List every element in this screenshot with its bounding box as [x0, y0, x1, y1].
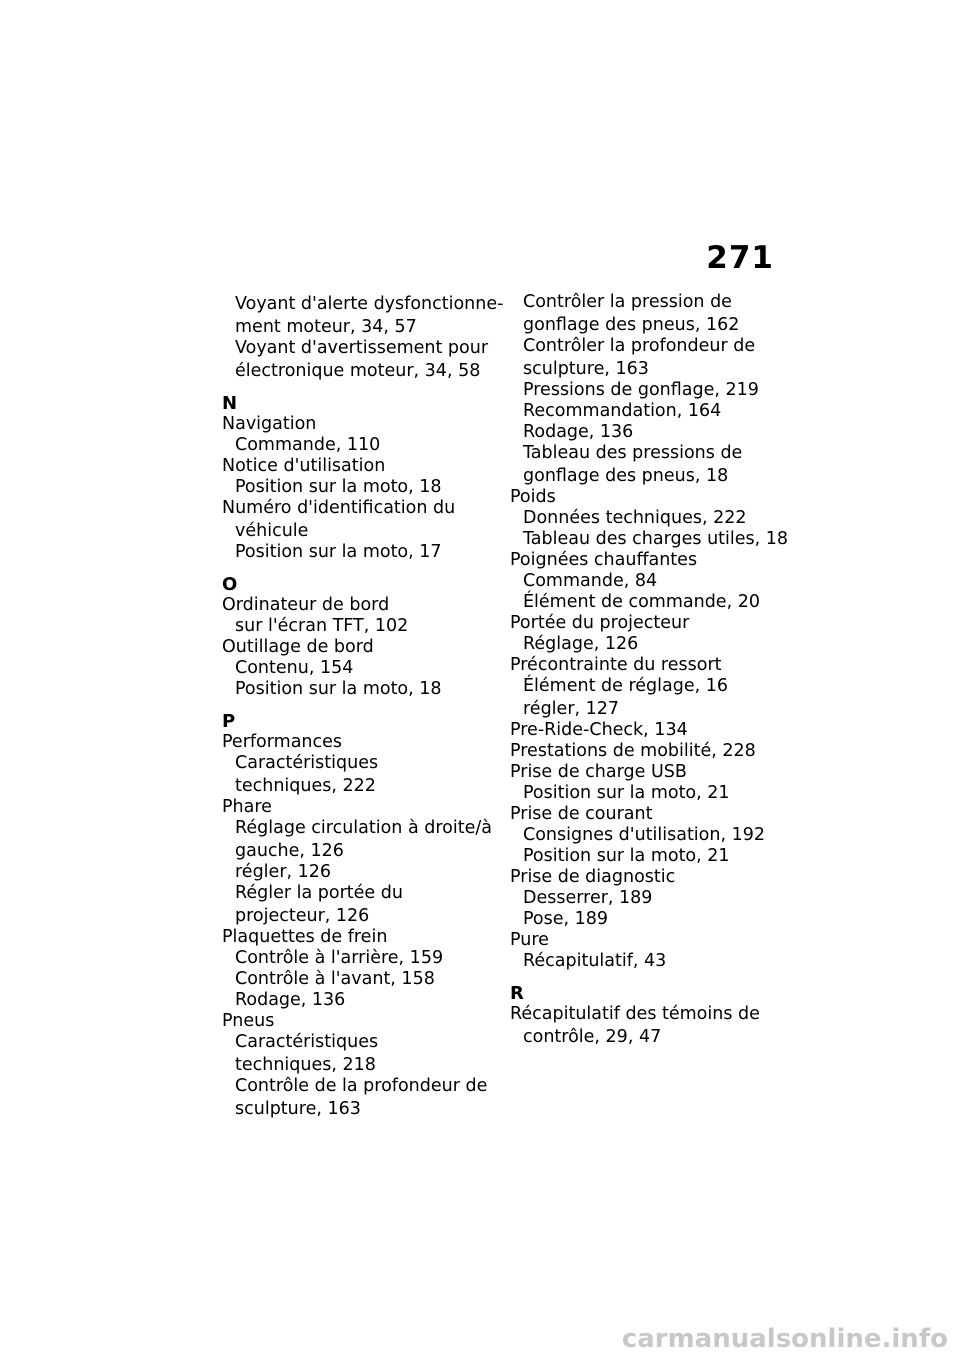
- index-subentry: Consignes d'utilisation, 192: [523, 825, 765, 845]
- index-subentry: Données techniques, 222: [523, 508, 747, 528]
- index-entry: Pneus: [222, 1011, 275, 1031]
- index-column-right: [510, 292, 800, 1048]
- index-entry: Poignées chauffantes: [510, 550, 698, 570]
- index-subentry: Position sur la moto, 21: [523, 846, 730, 866]
- index-entry: Notice d'utilisation: [222, 456, 386, 476]
- index-subentry: Caractéristiques: [235, 1032, 379, 1052]
- index-section-letter: R: [510, 983, 524, 1004]
- index-subentry: Contrôle à l'arrière, 159: [235, 948, 444, 968]
- index-entry: Prise de diagnostic: [510, 867, 676, 887]
- index-section-letter: N: [222, 393, 238, 414]
- index-entry-continuation: ment moteur, 34, 57: [235, 317, 417, 337]
- index-entry: Performances: [222, 732, 343, 752]
- index-subentry: Contrôler la profondeur de: [523, 336, 756, 356]
- index-entry: Précontrainte du ressort: [510, 655, 722, 675]
- index-entry: Outillage de bord: [222, 637, 374, 657]
- index-entry: Navigation: [222, 414, 317, 434]
- index-entry-continuation: électronique moteur, 34, 58: [235, 361, 481, 381]
- index-entry-continuation: techniques, 222: [235, 776, 376, 796]
- index-subentry: Contrôle à l'avant, 158: [235, 969, 435, 989]
- index-subentry: Tableau des pressions de: [523, 443, 743, 463]
- index-entry: Prise de charge USB: [510, 762, 687, 782]
- index-subentry: Récapitulatif, 43: [523, 951, 667, 971]
- index-entry-continuation: techniques, 218: [235, 1055, 376, 1075]
- index-subentry: Position sur la moto, 18: [235, 679, 442, 699]
- index-subentry: Rodage, 136: [523, 422, 634, 442]
- index-subentry: Commande, 84: [523, 571, 658, 591]
- index-subentry: Caractéristiques: [235, 753, 379, 773]
- index-entry: Plaquettes de frein: [222, 927, 388, 947]
- index-entry-continuation: gauche, 126: [235, 841, 344, 861]
- index-entry: Récapitulatif des témoins de: [510, 1004, 760, 1024]
- index-subentry: Réglage circulation à droite/à: [235, 818, 492, 838]
- index-entry: Phare: [222, 797, 272, 817]
- index-subentry: Régler la portée du: [235, 883, 403, 903]
- index-subentry: Rodage, 136: [235, 990, 346, 1010]
- index-subentry: Élément de réglage, 16: [523, 676, 728, 696]
- index-section-letter: P: [222, 711, 236, 732]
- index-entry: Ordinateur de bord: [222, 595, 390, 615]
- index-subentry: Recommandation, 164: [523, 401, 722, 421]
- index-subentry: Pose, 189: [523, 909, 609, 929]
- index-subentry: Position sur la moto, 21: [523, 783, 730, 803]
- index-entry: Pure: [510, 930, 549, 950]
- index-entry: Numéro d'identification du: [222, 498, 456, 518]
- index-subentry: Réglage, 126: [523, 634, 639, 654]
- index-entry: Portée du projecteur: [510, 613, 690, 633]
- index-entry-continuation: gonflage des pneus, 18: [523, 466, 729, 486]
- index-section-letter: O: [222, 574, 238, 595]
- index-entry-continuation: régler, 127: [523, 699, 620, 719]
- index-column-left: [222, 292, 502, 1120]
- index-subentry: Voyant d'avertissement pour: [235, 338, 489, 358]
- index-entry-continuation: Voyant d'alerte dysfonctionne-: [235, 294, 504, 314]
- index-subentry: sur l'écran TFT, 102: [235, 616, 409, 636]
- index-entry-continuation: contrôle, 29, 47: [523, 1027, 662, 1047]
- index-subentry: régler, 126: [235, 862, 332, 882]
- index-subentry: Position sur la moto, 18: [235, 477, 442, 497]
- index-subentry: Élément de commande, 20: [523, 592, 760, 612]
- index-subentry: Contrôler la pression de: [523, 292, 732, 312]
- page-number: 271: [706, 240, 774, 276]
- index-subentry: Tableau des charges utiles, 18: [523, 529, 789, 549]
- index-entry: Prise de courant: [510, 804, 653, 824]
- index-subentry: Desserrer, 189: [523, 888, 653, 908]
- index-subentry: Contenu, 154: [235, 658, 354, 678]
- index-entry-continuation: véhicule: [235, 521, 309, 541]
- index-subentry: Contrôle de la profondeur de: [235, 1076, 488, 1096]
- index-subentry: Pressions de gonflage, 219: [523, 380, 759, 400]
- index-entry-continuation: sculpture, 163: [523, 359, 649, 379]
- index-entry-continuation: projecteur, 126: [235, 906, 370, 926]
- index-entry-continuation: gonflage des pneus, 162: [523, 315, 740, 335]
- index-entry: Prestations de mobilité, 228: [510, 741, 756, 761]
- index-subentry: Commande, 110: [235, 435, 381, 455]
- index-subentry: Position sur la moto, 17: [235, 542, 442, 562]
- index-entry: Poids: [510, 487, 556, 507]
- watermark: carmanualsonline.info: [621, 1324, 948, 1354]
- index-entry: Pre-Ride-Check, 134: [510, 720, 688, 740]
- index-entry-continuation: sculpture, 163: [235, 1099, 361, 1119]
